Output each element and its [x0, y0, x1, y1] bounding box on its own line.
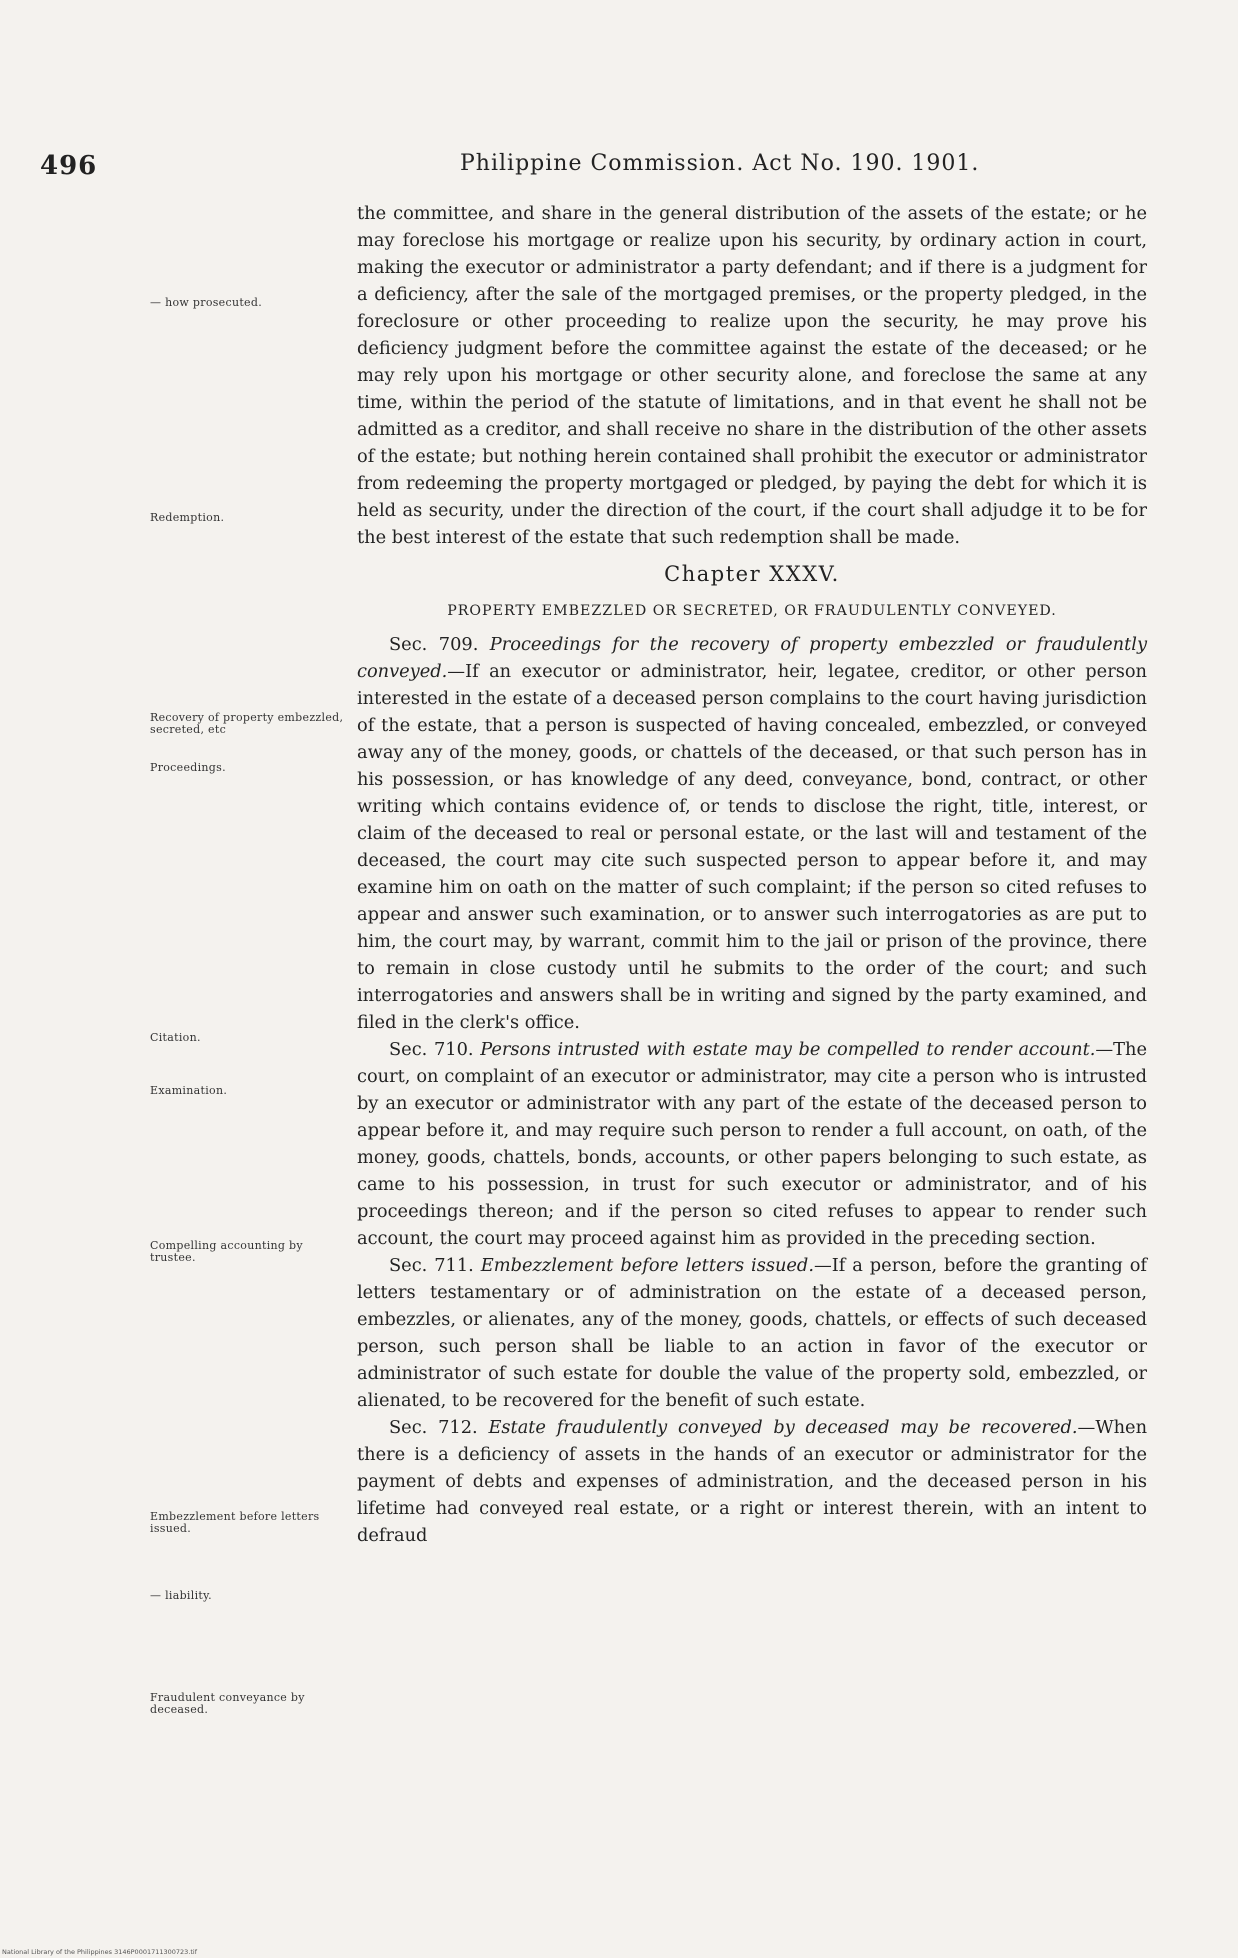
- section-heading: Proceedings for the recovery of property embezzled or fraudulently conveyed.: [357, 634, 1147, 682]
- section-heading: Estate fraudulently conveyed by deceased may be recovered.: [488, 1417, 1078, 1438]
- section-number: Sec. 712.: [389, 1417, 478, 1438]
- chapter-subtitle: PROPERTY EMBEZZLED OR SECRETED, OR FRAUDULENTLY CONVEYED.: [447, 603, 1057, 619]
- main-text: [357, 200, 1147, 1549]
- section-709: [357, 631, 1147, 1036]
- section-heading: Persons intrusted with estate may be compelled to render account.: [480, 1039, 1096, 1060]
- section-number: Sec. 711.: [389, 1255, 474, 1276]
- page-number: 496: [40, 151, 98, 181]
- footer-credit: National Library of the Philippines 3146P0001711300723.tif: [2, 1948, 198, 1956]
- margin-note-recovery: Recovery of property embezzled, secreted, etc: [150, 711, 344, 736]
- chapter-title: Chapter XXXV.: [664, 562, 840, 586]
- margin-note-fraudulent-conveyance: Fraudulent conveyance by deceased.: [150, 1691, 305, 1716]
- section-text: —If an executor or administrator, heir, legatee, creditor, or other person interested in the estate of a deceased person complains to the court having jurisdiction of the estate, that a person is suspected of having concealed, embezzled, or conveyed away any of the money, goods, or chattels of the deceased, or that such person has in his possession, or has knowledge of any deed, conveyance, bond, contract, or other writing which contains evidence of, or tends to disclose the right, title, interest, or claim of the deceased to real or personal estate, or the last will and testament of the deceased, the court may cite such suspected person to appear before it, and may examine him on oath on the matter of such complaint; if the person so cited refuses to appear and answer such examination, or to answer such interrogatories as are put to him, the court may, by warrant, commit him to the jail or prison of the province, there to remain in close custody until he submits to the order of the court; and such interrogatories and answers shall be in writing and signed by the party examined, and filed in the clerk's office.: [357, 661, 1147, 1033]
- section-text: —If a person, before the granting of letters testamentary or of administration on the estate of a deceased person, embezzles, or alienates, any of the money, goods, chattels, or effects of such deceased person, such person shall be liable to an action in favor of the executor or administrator of such estate for double the value of the property sold, embezzled, or alienated, to be recovered for the benefit of such estate.: [357, 1255, 1148, 1411]
- margin-note-liability: — liability.: [150, 1589, 212, 1602]
- margin-note-proceedings: Proceedings.: [150, 761, 226, 774]
- margin-note-examination: Examination.: [150, 1084, 228, 1097]
- margin-note-embezzlement: Embezzlement before letters issued.: [150, 1510, 320, 1535]
- margin-note-how-prosecuted: — how prosecuted.: [150, 296, 263, 309]
- margin-note-redemption: Redemption.: [150, 511, 225, 524]
- section-710: [357, 1036, 1147, 1252]
- margin-note-citation: Citation.: [150, 1031, 201, 1044]
- running-head: Philippine Commission. Act No. 190. 1901.: [460, 151, 980, 176]
- opening-paragraph: the committee, and share in the general distribution of the assets of the estate; or he may foreclose his mortgage or realize upon his security, by ordinary action in court, making the executor or administrator a party defendant; and if there is a judgment for a deficiency, after the sale of the mortgaged premises, or the property pledged, in the foreclosure or other proceeding to realize upon the security, he may prove his deficiency judgment before the committee against the estate of the deceased; or he may rely upon his mortgage or other security alone, and foreclose the same at any time, within the period of the statute of limitations, and in that event he shall not be admitted as a creditor, and shall receive no share in the distribution of the other assets of the estate; but nothing herein contained shall prohibit the executor or administrator from redeeming the property mortgaged or pledged, by paying the debt for which it is held as security, under the direction of the court, if the court shall adjudge it to be for the best interest of the estate that such redemption shall be made.: [357, 203, 1147, 548]
- section-711: [357, 1252, 1147, 1414]
- section-text: —The court, on complaint of an executor or administrator, may cite a person who is intrusted by an executor or administrator with any part of the estate of the deceased person to appear before it, and may require such person to render a full account, on oath, of the money, goods, chattels, bonds, accounts, or other papers belonging to such estate, as came to his possession, in trust for such executor or administrator, and of his proceedings thereon; and if the person so cited refuses to appear to render such account, the court may proceed against him as provided in the preceding section.: [357, 1039, 1148, 1249]
- section-712: [357, 1414, 1147, 1549]
- section-text: —When there is a deficiency of assets in the hands of an executor or administrator for the payment of debts and expenses of administration, and the deceased person in his lifetime had conveyed real estate, or a right or interest therein, with an intent to defraud: [357, 1417, 1148, 1546]
- section-number: Sec. 710.: [389, 1039, 474, 1060]
- section-heading: Embezzlement before letters issued.: [480, 1255, 814, 1276]
- margin-note-compelling-accounting: Compelling accounting by trustee.: [150, 1239, 303, 1264]
- section-number: Sec. 709.: [389, 634, 479, 655]
- margin-notes: [0, 0, 350, 1958]
